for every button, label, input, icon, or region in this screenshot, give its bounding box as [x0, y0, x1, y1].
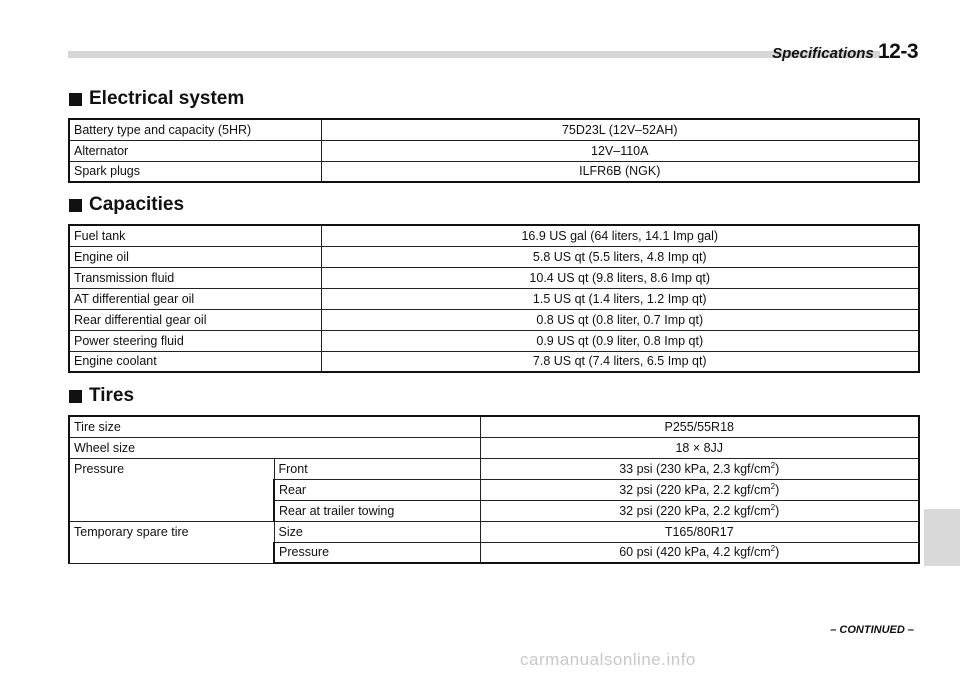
- row-label: Alternator: [69, 140, 321, 161]
- row-label: Power steering fluid: [69, 330, 321, 351]
- table-row: [69, 140, 919, 161]
- square-bullet-icon: [69, 93, 82, 106]
- row-label: Wheel size: [69, 437, 480, 458]
- row-value: 10.4 US qt (9.8 liters, 8.6 Imp qt): [321, 267, 919, 288]
- row-value: 16.9 US gal (64 liters, 14.1 Imp gal): [321, 225, 919, 246]
- table-row: [69, 225, 919, 246]
- row-value: 75D23L (12V–52AH): [321, 119, 919, 140]
- row-value: 7.8 US qt (7.4 liters, 6.5 Imp qt): [321, 351, 919, 372]
- row-sublabel: Rear: [274, 479, 480, 500]
- row-sublabel: Pressure: [274, 542, 480, 563]
- table-row: [69, 119, 919, 140]
- electrical-table: [68, 118, 920, 183]
- header-rule: [68, 51, 880, 58]
- table-row: [69, 309, 919, 330]
- row-value: 60 psi (420 kPa, 4.2 kgf/$cm^2$): [480, 542, 919, 563]
- row-label: Engine oil: [69, 246, 321, 267]
- square-bullet-icon: [69, 199, 82, 212]
- row-label: Transmission fluid: [69, 267, 321, 288]
- section-title-text: Tires: [89, 385, 135, 406]
- table-row: [69, 288, 919, 309]
- capacities-table: [68, 224, 920, 373]
- row-sublabel: Rear at trailer towing: [274, 500, 480, 521]
- row-value: 0.8 US qt (0.8 liter, 0.7 Imp qt): [321, 309, 919, 330]
- section-electrical-title: [69, 88, 244, 110]
- section-capacities-title: [69, 194, 184, 216]
- row-value: 18 × 8JJ: [480, 437, 919, 458]
- table-row: [69, 521, 919, 542]
- row-label: Engine coolant: [69, 351, 321, 372]
- row-value: 0.9 US qt (0.9 liter, 0.8 Imp qt): [321, 330, 919, 351]
- row-value: T165/80R17: [480, 521, 919, 542]
- section-title-text: Electrical system: [89, 88, 245, 109]
- table-row: [69, 246, 919, 267]
- table-row: [69, 458, 919, 479]
- table-row: [69, 161, 919, 182]
- row-value: P255/55R18: [480, 416, 919, 437]
- row-value: 12V–110A: [321, 140, 919, 161]
- section-title-text: Capacities: [89, 194, 185, 215]
- table-row: [69, 437, 919, 458]
- page-number: 12-3: [877, 40, 918, 63]
- header-title: Specifications: [772, 45, 874, 62]
- section-tires-title: [69, 385, 134, 407]
- watermark: carmanualsonline.info: [520, 650, 696, 669]
- row-value: 32 psi (220 kPa, 2.2 kgf/$cm^2$): [480, 479, 919, 500]
- row-label: Spark plugs: [69, 161, 321, 182]
- page-header: [772, 40, 918, 64]
- tires-table: [68, 415, 920, 564]
- row-label: Rear differential gear oil: [69, 309, 321, 330]
- row-label: Battery type and capacity (5HR): [69, 119, 321, 140]
- row-value: 5.8 US qt (5.5 liters, 4.8 Imp qt): [321, 246, 919, 267]
- row-label: Temporary spare tire: [69, 521, 274, 563]
- continued-note: – CONTINUED –: [830, 624, 914, 636]
- chapter-side-tab: [924, 509, 960, 566]
- row-value: 32 psi (220 kPa, 2.2 kgf/$cm^2$): [480, 500, 919, 521]
- table-row: [69, 351, 919, 372]
- row-label: Pressure: [69, 458, 274, 521]
- table-row: [69, 416, 919, 437]
- table-row: [69, 330, 919, 351]
- table-row: [69, 267, 919, 288]
- row-value: 1.5 US qt (1.4 liters, 1.2 Imp qt): [321, 288, 919, 309]
- row-label: Fuel tank: [69, 225, 321, 246]
- row-label: Tire size: [69, 416, 480, 437]
- square-bullet-icon: [69, 390, 82, 403]
- row-label: AT differential gear oil: [69, 288, 321, 309]
- row-sublabel: Front: [274, 458, 480, 479]
- row-value: ILFR6B (NGK): [321, 161, 919, 182]
- row-value: 33 psi (230 kPa, 2.3 kgf/$cm^2$): [480, 458, 919, 479]
- row-sublabel: Size: [274, 521, 480, 542]
